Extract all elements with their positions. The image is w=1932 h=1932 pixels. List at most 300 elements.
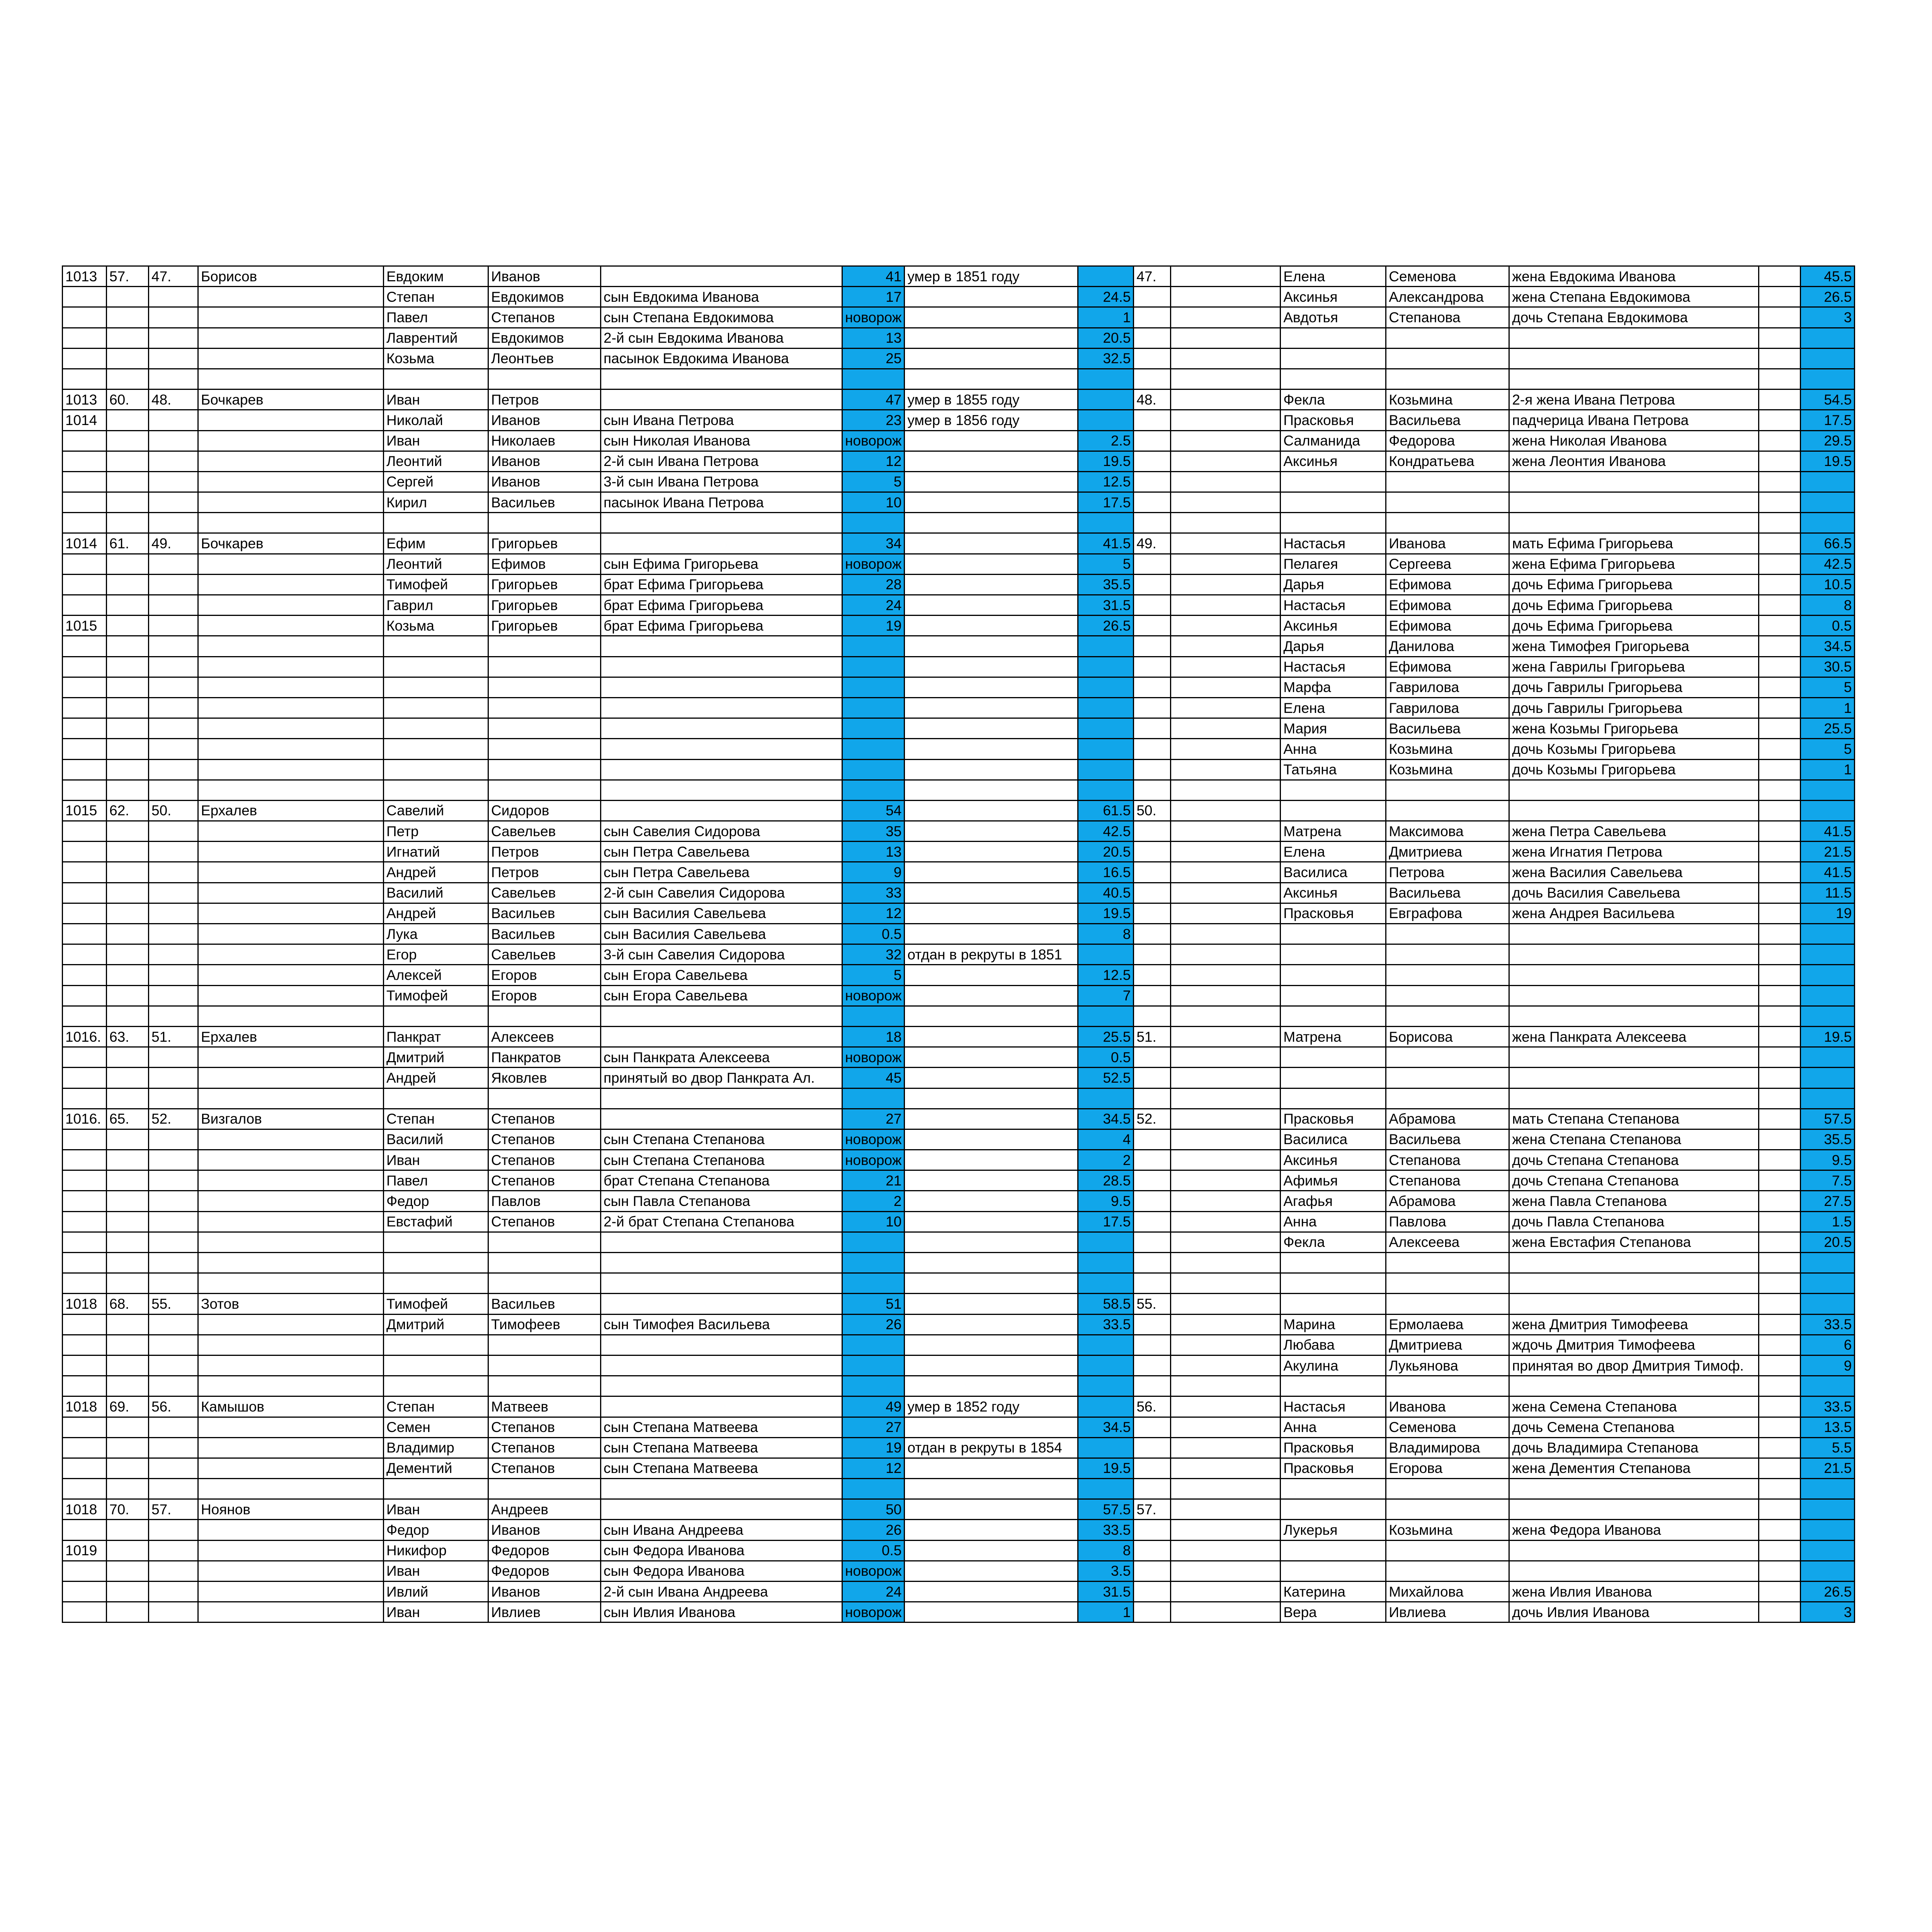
female-household-number-cell (1134, 1047, 1171, 1068)
female-relation-cell: жена Дементия Степанова (1509, 1458, 1759, 1478)
table-row (63, 1540, 1855, 1561)
male-age-later-cell: 9.5 (1078, 1191, 1134, 1211)
female-age-cell: 0.5 (1801, 616, 1855, 636)
house-number-cell (107, 1068, 149, 1088)
male-age-cell: 13 (842, 842, 905, 862)
female-extra-cell (1759, 944, 1801, 965)
male-name-cell: Василий (384, 1129, 488, 1150)
household-number-cell (149, 1602, 198, 1622)
house-number-cell (107, 862, 149, 883)
female-patronymic-cell (1386, 492, 1509, 513)
surname-cell (198, 1273, 384, 1294)
male-name-cell: Иван (384, 1499, 488, 1520)
female-age-cell (1801, 1520, 1855, 1540)
table-row (63, 1150, 1855, 1170)
male-patronymic-cell (488, 718, 601, 739)
female-name-cell (1281, 328, 1386, 348)
female-name-cell (1281, 1047, 1386, 1068)
surname-cell (198, 1540, 384, 1561)
male-age-cell (842, 1253, 905, 1273)
male-relation-cell: сын Николая Иванова (601, 430, 842, 451)
male-relation-cell: брат Ефима Григорьева (601, 595, 842, 616)
female-extra-cell (1759, 410, 1801, 430)
female-relation-cell: жена Степана Степанова (1509, 1129, 1759, 1150)
house-number-cell: 68. (107, 1294, 149, 1314)
male-age-cell (842, 718, 905, 739)
page-number-cell (63, 513, 107, 533)
female-name-cell: Елена (1281, 842, 1386, 862)
female-relation-cell (1509, 1047, 1759, 1068)
surname-cell (198, 1335, 384, 1355)
female-age-cell (1801, 1006, 1855, 1026)
female-note-cell (1171, 1582, 1281, 1602)
female-relation-cell: дочь Козьмы Григорьева (1509, 759, 1759, 780)
male-age-later-cell: 35.5 (1078, 574, 1134, 595)
male-relation-cell: сын Савелия Сидорова (601, 821, 842, 842)
female-name-cell: Фекла (1281, 1232, 1386, 1252)
female-relation-cell: жена Гаврилы Григорьева (1509, 656, 1759, 677)
table-row (63, 1191, 1855, 1211)
surname-cell (198, 780, 384, 800)
female-name-cell: Афимья (1281, 1170, 1386, 1191)
female-extra-cell (1759, 1499, 1801, 1520)
household-number-cell (149, 697, 198, 718)
male-name-cell (384, 513, 488, 533)
male-age-later-cell (1078, 636, 1134, 656)
female-relation-cell: дочь Гаврилы Григорьева (1509, 677, 1759, 697)
female-household-number-cell (1134, 307, 1171, 328)
surname-cell (198, 1088, 384, 1109)
male-patronymic-cell: Евдокимов (488, 287, 601, 307)
male-note-cell (905, 1355, 1078, 1376)
surname-cell (198, 1047, 384, 1068)
male-patronymic-cell: Григорьев (488, 574, 601, 595)
female-extra-cell (1759, 739, 1801, 759)
female-household-number-cell (1134, 1211, 1171, 1232)
male-relation-cell (601, 1396, 842, 1417)
female-relation-cell: жена Леонтия Иванова (1509, 451, 1759, 471)
male-name-cell: Гаврил (384, 595, 488, 616)
table-row (63, 1396, 1855, 1417)
household-number-cell (149, 903, 198, 923)
female-extra-cell (1759, 1582, 1801, 1602)
household-number-cell (149, 1479, 198, 1499)
male-patronymic-cell: Степанов (488, 1109, 601, 1129)
surname-cell (198, 471, 384, 492)
male-age-later-cell (1078, 266, 1134, 287)
table-row (63, 1026, 1855, 1047)
female-age-cell: 19 (1801, 903, 1855, 923)
female-relation-cell: жена Евстафия Степанова (1509, 1232, 1759, 1252)
female-extra-cell (1759, 1047, 1801, 1068)
male-age-later-cell: 52.5 (1078, 1068, 1134, 1088)
table-row (63, 677, 1855, 697)
male-relation-cell (601, 759, 842, 780)
female-name-cell: Аксинья (1281, 883, 1386, 903)
male-relation-cell: сын Ивана Андреева (601, 1520, 842, 1540)
male-relation-cell: сын Василия Савельева (601, 903, 842, 923)
male-age-cell: 24 (842, 1582, 905, 1602)
female-age-cell: 6 (1801, 1335, 1855, 1355)
male-age-later-cell: 1 (1078, 1602, 1134, 1622)
house-number-cell (107, 1211, 149, 1232)
female-patronymic-cell: Лукьянова (1386, 1355, 1509, 1376)
female-extra-cell (1759, 1129, 1801, 1150)
male-age-later-cell: 1 (1078, 307, 1134, 328)
house-number-cell (107, 471, 149, 492)
surname-cell (198, 1602, 384, 1622)
male-age-later-cell (1078, 1006, 1134, 1026)
page-number-cell (63, 656, 107, 677)
female-relation-cell: дочь Василия Савельева (1509, 883, 1759, 903)
surname-cell (198, 574, 384, 595)
female-name-cell (1281, 369, 1386, 389)
female-relation-cell (1509, 369, 1759, 389)
female-patronymic-cell: Федорова (1386, 430, 1509, 451)
male-name-cell: Иван (384, 389, 488, 410)
female-relation-cell: дочь Владимира Степанова (1509, 1437, 1759, 1458)
male-name-cell: Сергей (384, 471, 488, 492)
surname-cell: Ерхалев (198, 1026, 384, 1047)
female-patronymic-cell: Козьмина (1386, 1520, 1509, 1540)
male-name-cell: Павел (384, 307, 488, 328)
female-age-cell: 7.5 (1801, 1170, 1855, 1191)
male-note-cell (905, 1232, 1078, 1252)
female-age-cell (1801, 1273, 1855, 1294)
female-extra-cell (1759, 821, 1801, 842)
female-relation-cell: жена Павла Степанова (1509, 1191, 1759, 1211)
female-household-number-cell (1134, 1335, 1171, 1355)
male-relation-cell (601, 1273, 842, 1294)
female-patronymic-cell: Дмитриева (1386, 842, 1509, 862)
female-relation-cell: ждочь Дмитрия Тимофеева (1509, 1335, 1759, 1355)
female-household-number-cell (1134, 1068, 1171, 1088)
household-number-cell (149, 1561, 198, 1581)
female-extra-cell (1759, 1006, 1801, 1026)
male-note-cell (905, 718, 1078, 739)
male-name-cell (384, 739, 488, 759)
female-age-cell: 34.5 (1801, 636, 1855, 656)
house-number-cell (107, 287, 149, 307)
female-patronymic-cell (1386, 1499, 1509, 1520)
male-age-cell (842, 369, 905, 389)
male-name-cell (384, 1006, 488, 1026)
male-age-later-cell: 12.5 (1078, 965, 1134, 985)
male-name-cell (384, 1232, 488, 1252)
female-name-cell (1281, 492, 1386, 513)
female-relation-cell: жена Семена Степанова (1509, 1396, 1759, 1417)
female-relation-cell (1509, 348, 1759, 369)
male-age-later-cell: 20.5 (1078, 842, 1134, 862)
household-number-cell (149, 985, 198, 1006)
male-note-cell (905, 1191, 1078, 1211)
male-note-cell (905, 821, 1078, 842)
surname-cell (198, 451, 384, 471)
female-age-cell: 19.5 (1801, 451, 1855, 471)
female-extra-cell (1759, 471, 1801, 492)
female-household-number-cell (1134, 1355, 1171, 1376)
male-name-cell: Степан (384, 1109, 488, 1129)
male-note-cell (905, 1170, 1078, 1191)
table-row (63, 821, 1855, 842)
female-household-number-cell (1134, 780, 1171, 800)
female-note-cell (1171, 513, 1281, 533)
surname-cell (198, 1437, 384, 1458)
male-name-cell: Степан (384, 287, 488, 307)
female-household-number-cell: 56. (1134, 1396, 1171, 1417)
female-note-cell (1171, 1335, 1281, 1355)
page-number-cell (63, 985, 107, 1006)
male-relation-cell (601, 800, 842, 821)
male-age-later-cell: 41.5 (1078, 533, 1134, 554)
male-patronymic-cell: Алексеев (488, 1026, 601, 1047)
male-age-later-cell: 42.5 (1078, 821, 1134, 842)
male-age-cell (842, 636, 905, 656)
female-relation-cell (1509, 1088, 1759, 1109)
house-number-cell (107, 492, 149, 513)
female-relation-cell: жена Тимофея Григорьева (1509, 636, 1759, 656)
female-patronymic-cell: Абрамова (1386, 1109, 1509, 1129)
page-number-cell (63, 1520, 107, 1540)
female-name-cell: Салманида (1281, 430, 1386, 451)
table-row (63, 492, 1855, 513)
female-age-cell: 21.5 (1801, 1458, 1855, 1478)
table-row (63, 1479, 1855, 1499)
male-note-cell (905, 1129, 1078, 1150)
female-note-cell (1171, 1191, 1281, 1211)
male-name-cell: Семен (384, 1417, 488, 1437)
male-age-later-cell: 28.5 (1078, 1170, 1134, 1191)
male-note-cell (905, 1109, 1078, 1129)
male-patronymic-cell (488, 1088, 601, 1109)
female-extra-cell (1759, 1355, 1801, 1376)
household-number-cell: 49. (149, 533, 198, 554)
male-age-later-cell (1078, 1355, 1134, 1376)
house-number-cell (107, 1376, 149, 1396)
male-patronymic-cell (488, 1006, 601, 1026)
female-age-cell: 5 (1801, 677, 1855, 697)
male-age-later-cell (1078, 1253, 1134, 1273)
female-patronymic-cell: Ефимова (1386, 656, 1509, 677)
male-name-cell: Андрей (384, 1068, 488, 1088)
female-extra-cell (1759, 677, 1801, 697)
male-patronymic-cell: Петров (488, 389, 601, 410)
male-patronymic-cell: Васильев (488, 903, 601, 923)
female-household-number-cell (1134, 1561, 1171, 1581)
surname-cell (198, 965, 384, 985)
female-note-cell (1171, 759, 1281, 780)
male-age-later-cell (1078, 1273, 1134, 1294)
house-number-cell (107, 780, 149, 800)
female-extra-cell (1759, 1170, 1801, 1191)
page-number-cell: 1015 (63, 800, 107, 821)
female-patronymic-cell: Ермолаева (1386, 1314, 1509, 1335)
male-name-cell (384, 1479, 488, 1499)
male-note-cell (905, 697, 1078, 718)
household-number-cell (149, 1540, 198, 1561)
male-age-cell (842, 739, 905, 759)
male-name-cell: Андрей (384, 903, 488, 923)
male-patronymic-cell (488, 697, 601, 718)
page-number-cell (63, 739, 107, 759)
female-patronymic-cell (1386, 369, 1509, 389)
female-age-cell (1801, 348, 1855, 369)
male-age-later-cell (1078, 697, 1134, 718)
house-number-cell (107, 1150, 149, 1170)
male-note-cell (905, 1540, 1078, 1561)
female-patronymic-cell: Михайлова (1386, 1582, 1509, 1602)
page-number-cell (63, 1253, 107, 1273)
male-age-cell: 24 (842, 595, 905, 616)
household-number-cell (149, 944, 198, 965)
male-relation-cell (601, 1479, 842, 1499)
male-patronymic-cell: Григорьев (488, 533, 601, 554)
male-name-cell: Иван (384, 1602, 488, 1622)
male-age-later-cell (1078, 1396, 1134, 1417)
female-note-cell (1171, 1479, 1281, 1499)
male-age-later-cell: 31.5 (1078, 1582, 1134, 1602)
female-household-number-cell (1134, 616, 1171, 636)
male-name-cell: Дементий (384, 1458, 488, 1478)
female-age-cell: 26.5 (1801, 1582, 1855, 1602)
male-note-cell (905, 1006, 1078, 1026)
male-patronymic-cell (488, 1479, 601, 1499)
female-patronymic-cell (1386, 328, 1509, 348)
female-patronymic-cell (1386, 944, 1509, 965)
house-number-cell: 57. (107, 266, 149, 287)
male-name-cell: Кирил (384, 492, 488, 513)
male-note-cell (905, 451, 1078, 471)
female-age-cell: 30.5 (1801, 656, 1855, 677)
female-note-cell (1171, 1088, 1281, 1109)
surname-cell (198, 1150, 384, 1170)
male-relation-cell (601, 533, 842, 554)
male-age-later-cell (1078, 1479, 1134, 1499)
female-household-number-cell: 50. (1134, 800, 1171, 821)
surname-cell: Ноянов (198, 1499, 384, 1520)
female-name-cell (1281, 924, 1386, 944)
male-age-later-cell: 19.5 (1078, 1458, 1134, 1478)
house-number-cell (107, 328, 149, 348)
female-name-cell: Фекла (1281, 389, 1386, 410)
male-note-cell (905, 636, 1078, 656)
page-number-cell (63, 1129, 107, 1150)
page-number-cell (63, 1437, 107, 1458)
female-age-cell (1801, 780, 1855, 800)
male-age-cell: новорож (842, 430, 905, 451)
female-relation-cell: дочь Ефима Григорьева (1509, 595, 1759, 616)
male-note-cell: умер в 1855 году (905, 389, 1078, 410)
male-age-later-cell: 7 (1078, 985, 1134, 1006)
female-age-cell: 42.5 (1801, 554, 1855, 574)
male-relation-cell: 3-й сын Ивана Петрова (601, 471, 842, 492)
male-note-cell (905, 862, 1078, 883)
male-patronymic-cell: Ефимов (488, 554, 601, 574)
male-relation-cell (601, 266, 842, 287)
house-number-cell: 69. (107, 1396, 149, 1417)
table-row (63, 1520, 1855, 1540)
house-number-cell (107, 1437, 149, 1458)
house-number-cell (107, 677, 149, 697)
surname-cell (198, 1068, 384, 1088)
male-age-later-cell: 57.5 (1078, 1499, 1134, 1520)
male-patronymic-cell: Евдокимов (488, 328, 601, 348)
male-relation-cell (601, 780, 842, 800)
female-name-cell: Мария (1281, 718, 1386, 739)
male-patronymic-cell (488, 759, 601, 780)
household-number-cell (149, 1314, 198, 1335)
male-age-later-cell (1078, 759, 1134, 780)
female-note-cell (1171, 369, 1281, 389)
male-note-cell (905, 842, 1078, 862)
house-number-cell (107, 1458, 149, 1478)
female-age-cell: 26.5 (1801, 287, 1855, 307)
female-age-cell: 5.5 (1801, 1437, 1855, 1458)
male-patronymic-cell: Павлов (488, 1191, 601, 1211)
male-name-cell (384, 636, 488, 656)
male-age-cell: новорож (842, 1129, 905, 1150)
female-age-cell (1801, 1294, 1855, 1314)
male-name-cell: Иван (384, 430, 488, 451)
male-patronymic-cell: Савельев (488, 883, 601, 903)
household-number-cell (149, 451, 198, 471)
female-name-cell (1281, 780, 1386, 800)
household-number-cell (149, 410, 198, 430)
household-number-cell (149, 1232, 198, 1252)
surname-cell (198, 1314, 384, 1335)
male-relation-cell: брат Степана Степанова (601, 1170, 842, 1191)
male-name-cell: Ивлий (384, 1582, 488, 1602)
table-row (63, 471, 1855, 492)
table-row (63, 1006, 1855, 1026)
female-note-cell (1171, 1458, 1281, 1478)
male-age-later-cell: 17.5 (1078, 492, 1134, 513)
male-relation-cell: сын Тимофея Васильева (601, 1314, 842, 1335)
male-age-later-cell: 3.5 (1078, 1561, 1134, 1581)
household-number-cell (149, 1437, 198, 1458)
household-number-cell (149, 1211, 198, 1232)
male-age-cell: 41 (842, 266, 905, 287)
male-age-cell (842, 1232, 905, 1252)
female-age-cell: 9 (1801, 1355, 1855, 1376)
male-patronymic-cell (488, 677, 601, 697)
table-row (63, 328, 1855, 348)
male-age-cell: 12 (842, 903, 905, 923)
female-note-cell (1171, 1253, 1281, 1273)
table-row (63, 944, 1855, 965)
female-extra-cell (1759, 1540, 1801, 1561)
table-row (63, 1582, 1855, 1602)
female-household-number-cell (1134, 1582, 1171, 1602)
female-name-cell: Матрена (1281, 821, 1386, 842)
male-age-cell: 47 (842, 389, 905, 410)
male-name-cell: Егор (384, 944, 488, 965)
male-patronymic-cell (488, 636, 601, 656)
male-age-cell (842, 780, 905, 800)
female-extra-cell (1759, 369, 1801, 389)
female-name-cell: Прасковья (1281, 1437, 1386, 1458)
male-patronymic-cell: Федоров (488, 1561, 601, 1581)
female-name-cell: Матрена (1281, 1026, 1386, 1047)
house-number-cell: 62. (107, 800, 149, 821)
table-row (63, 1376, 1855, 1396)
male-age-cell: 2 (842, 1191, 905, 1211)
female-patronymic-cell: Данилова (1386, 636, 1509, 656)
house-number-cell (107, 842, 149, 862)
table-row (63, 533, 1855, 554)
male-patronymic-cell: Егоров (488, 985, 601, 1006)
house-number-cell: 70. (107, 1499, 149, 1520)
